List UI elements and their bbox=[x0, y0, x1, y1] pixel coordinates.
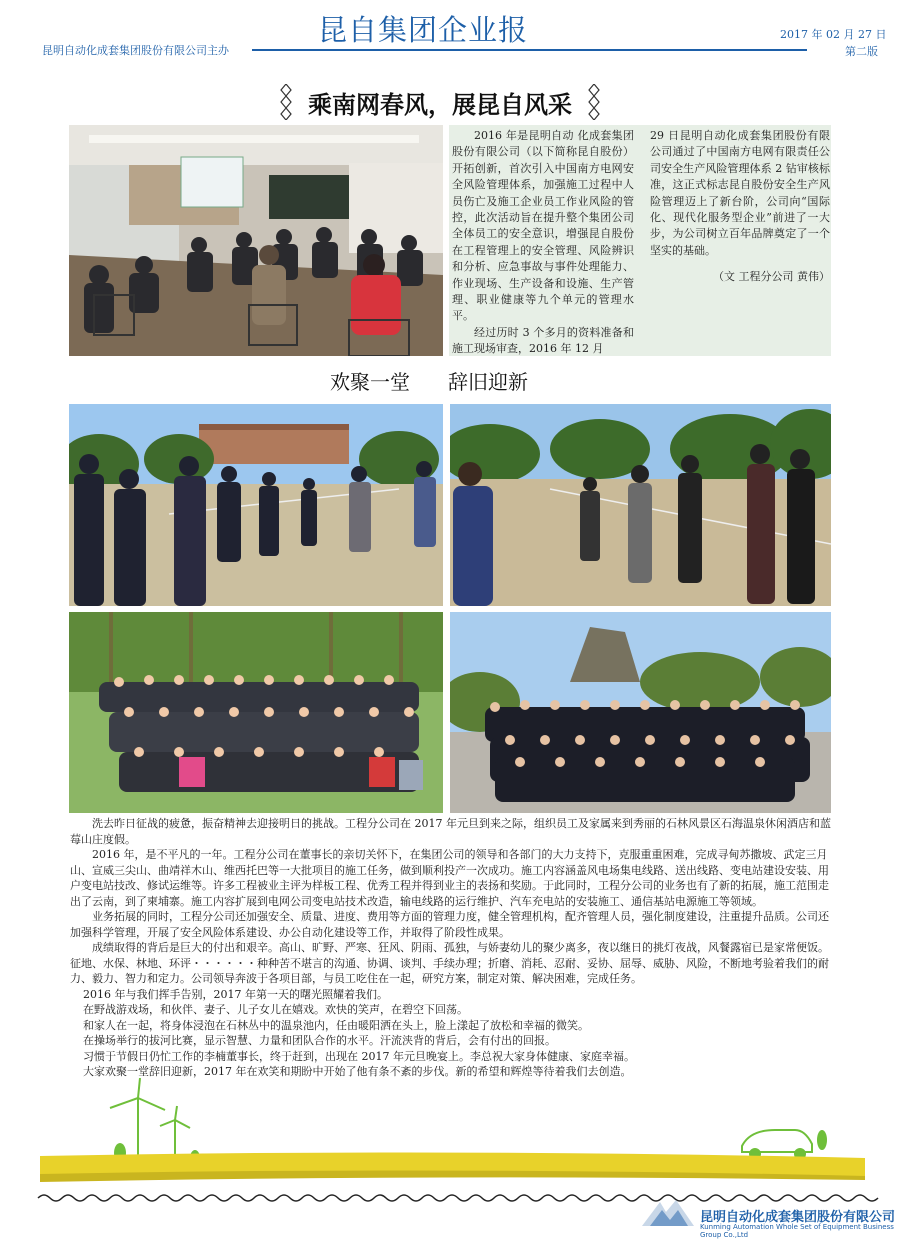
article-paragraph: 经过历时 3 个多月的资料准备和施工现场审查，2016 年 12 月 bbox=[452, 325, 634, 356]
article-paragraph: 29 日昆明自动化成套集团股份有限公司通过了中国南方电网有限责任公司安全生产风险管理体系 2 钻审核标准，这正式标志昆自股份安全生产风险管理迈上了新台阶，公司向“国际化、现代化服务型企业”前进了一大步，为公司树立百年品牌奠定了一个坚实的基础。 bbox=[650, 129, 830, 257]
meeting-room-photo bbox=[69, 125, 443, 356]
sponsor-line: 昆明自动化成套集团股份有限公司主办 bbox=[42, 44, 229, 57]
newspaper-title: 昆自集团企业报 bbox=[318, 13, 529, 47]
article-body bbox=[70, 816, 835, 1080]
issue-date: 2017 年 02 月 27 日 bbox=[780, 28, 887, 41]
diamond-ornament-icon bbox=[280, 84, 292, 120]
body-paragraph: 2016 年，是不平凡的一年。工程分公司在董事长的亲切关怀下，在集团公司的领导和各部门的大力支持下，克服重重困难，完成寻甸苏撒坡、武定三月山、宣威三尖山、曲靖祥木山、维西托巴等一大批项目的施工任务，做到顺利投产一次成功。施工内容涵盖风电场集电线路、送出线路、变电站建设安装、用户变电站技改、修试运维等。许多工程被业主评为样板工程、优秀工程并得到业主的表扬和奖励。于此同时，工程分公司的业务也有了新的拓展，施工范围走出了云南，到了柬埔寨。施工内容扩展到电网公司变电站技术改造，输电线路的运行维护、汽车充电站的安装施工、通信基站电源施工等领域。 bbox=[70, 848, 829, 908]
article-byline: （文 工程分公司 黄伟） bbox=[713, 270, 830, 284]
body-paragraph: 成绩取得的背后是巨大的付出和艰辛。高山、旷野、严寒、狂风、阴雨、孤独，与娇妻幼儿的聚少离多，夜以继日的挑灯夜战，风餐露宿已是家常便饭。征地、水保、林地、环评・・・・・・种种苦不堪言的沟通、协调、谈判、手续办理；折磨、消耗、忍耐、妥协、屈辱、威胁、风险，不断地考验着我们的耐力、毅力、智力和定力。公司领导奔波于各项目部，与员工吃住在一起，研究方案，制定对策、解决困难，完成任务。 bbox=[70, 941, 829, 985]
company-name-en: Kunming Automation Whole Set of Equipment Business Group Co.,Ltd bbox=[700, 1223, 894, 1239]
tug-of-war-photo-1 bbox=[69, 404, 443, 606]
body-paragraph: 业务拓展的同时，工程分公司还加强安全、质量、进度、费用等方面的管理力度，健全管理机构，配齐管理人员，强化制度建设，注重提升品质。公司还加强科学管理，开展了安全风险体系建设、办公自动化建设等工作，并取得了阶段性成果。 bbox=[70, 910, 829, 939]
body-paragraph: 洗去昨日征战的疲惫，振奋精神去迎接明日的挑战。工程分公司在 2017 年元旦到来之际，组织员工及家属来到秀丽的石林风景区石海温泉休闲酒店和蓝莓山庄度假。 bbox=[70, 817, 831, 846]
body-paragraph: 在操场举行的拔河比赛，显示智慧、力量和团队合作的水平。汗流浃背的背后，会有付出的回报。 bbox=[83, 1034, 556, 1047]
formal-group-photo bbox=[450, 612, 831, 813]
edition-label: 第二版 bbox=[845, 45, 878, 58]
article-headline bbox=[280, 82, 600, 122]
section-title-part2: 辞旧迎新 bbox=[448, 370, 528, 394]
body-paragraph: 习惯于节假日仍忙工作的李楠董事长，终于赶到，出现在 2017 年元旦晚宴上。李总祝大家身体健康、家庭幸福。 bbox=[83, 1049, 635, 1063]
article-paragraph: 2016 年是昆明自动 化成套集团股份有限公司（以下简称昆自股份）开拓创新，首次引入中国南方电网安全风险管理体系，加强施工过程中人员伤亡及施工企业员工作业风险的管控，此次活动旨在提升整个集团公司全体员工的安全意识，增强昆自股份在工程管理上的安全管理、风险辨识和分析、应急事故与事件处理能力、作业现场、生产设备和设施、生产管理、职业健康等九个单元的管理水平。 bbox=[452, 129, 634, 323]
company-logo-icon bbox=[640, 1198, 696, 1228]
article-column-1 bbox=[452, 128, 634, 358]
section-title bbox=[330, 366, 566, 395]
family-group-photo bbox=[69, 612, 443, 813]
body-paragraph: 和家人在一起，将身体浸泡在石林丛中的温泉池内，任由暖阳洒在头上，脸上漾起了放松和幸福的微笑。 bbox=[83, 1018, 589, 1032]
masthead-rule bbox=[252, 49, 807, 51]
headline-text: 乘南网春风，展昆自风采 bbox=[308, 90, 572, 119]
diamond-ornament-icon bbox=[588, 84, 600, 120]
body-paragraph: 2016 年与我们挥手告别，2017 年第一天的曙光照耀着我们。 bbox=[83, 987, 388, 1001]
tug-of-war-photo-2 bbox=[450, 404, 831, 606]
body-paragraph: 在野战游戏场，和伙伴、妻子、儿子女儿在嬉戏。欢快的笑声，在碧空下回荡。 bbox=[83, 1003, 468, 1016]
car-icon bbox=[742, 1130, 812, 1159]
body-paragraph: 大家欢聚一堂辞旧迎新，2017 年在欢笑和期盼中开始了他有条不紊的步伐。新的希望和辉煌等待着我们去创造。 bbox=[83, 1065, 632, 1078]
section-title-part1: 欢聚一堂 bbox=[330, 370, 410, 394]
article-column-2 bbox=[650, 128, 830, 286]
company-name-cn: 昆明自动化成套集团股份有限公司 bbox=[700, 1210, 896, 1225]
